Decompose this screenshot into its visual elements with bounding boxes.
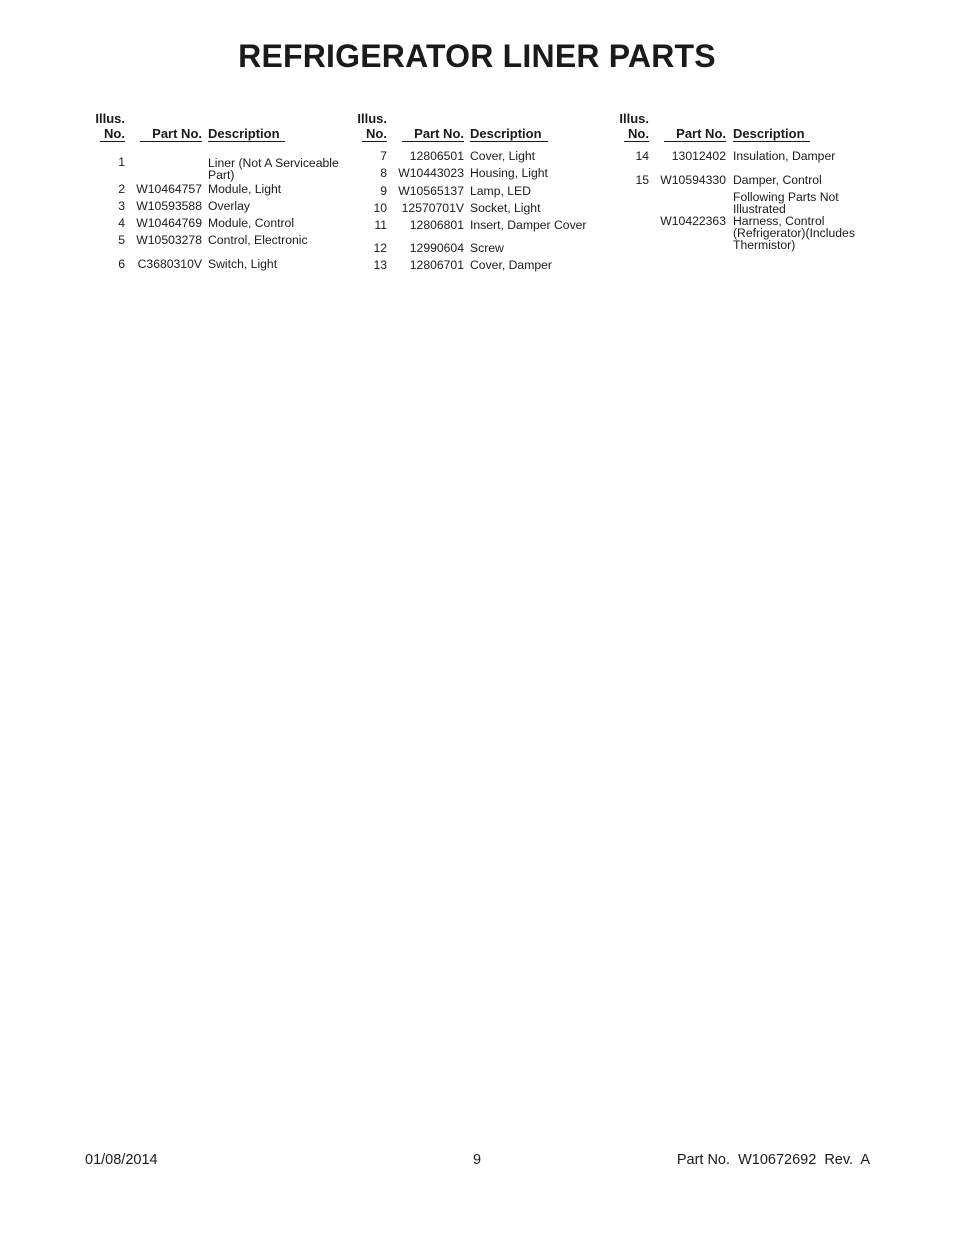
part-description: Socket, Light: [470, 201, 541, 215]
part-number: W10464769: [136, 216, 202, 230]
part-number: W10565137: [398, 184, 464, 198]
header-illus-label: Illus.: [619, 111, 649, 126]
header-illus-label: Illus.: [95, 111, 125, 126]
header-part-no: Part No.: [664, 126, 726, 142]
illus-number: 6: [118, 257, 125, 271]
part-description: Switch, Light: [208, 257, 278, 271]
part-number: 12570701V: [401, 201, 464, 215]
part-description: Housing, Light: [470, 166, 548, 180]
illus-number: 5: [118, 233, 125, 247]
header-description: Description: [733, 126, 810, 142]
part-number: 12806501: [409, 149, 464, 163]
header-part-no: Part No.: [402, 126, 464, 142]
header-description: Description: [470, 126, 548, 142]
part-number: W10503278: [136, 233, 202, 247]
part-description: Cover, Light: [470, 149, 536, 163]
page-title: REFRIGERATOR LINER PARTS: [238, 38, 716, 74]
part-description: Cover, Damper: [470, 258, 552, 272]
illus-number: 14: [635, 149, 649, 163]
footer-page-number: 9: [472, 1152, 482, 1168]
header-part-no: Part No.: [140, 126, 202, 142]
illus-number: 13: [373, 258, 387, 272]
illus-number: 4: [118, 216, 125, 230]
header-illus-no: No.: [362, 126, 387, 142]
illus-number: 11: [374, 218, 387, 232]
part-number: W10594330: [660, 173, 726, 187]
part-number: 13012402: [671, 149, 726, 163]
illus-number: 1: [118, 155, 125, 169]
part-description: Insert, Damper Cover: [470, 218, 587, 232]
part-number: 12806801: [409, 218, 464, 232]
part-number: W10593588: [136, 199, 202, 213]
section-note: Following Parts Not Illustrated: [733, 190, 839, 216]
part-description: Module, Light: [208, 182, 282, 196]
part-description: Module, Control: [208, 216, 295, 230]
part-number: C3680310V: [137, 257, 202, 271]
part-description: Insulation, Damper: [733, 149, 836, 163]
part-number: W10422363: [660, 214, 726, 228]
illus-number: 8: [380, 166, 387, 180]
illus-number: 12: [373, 241, 387, 255]
part-description: Liner (Not A Serviceable Part): [208, 156, 339, 182]
part-number: 12806701: [409, 258, 464, 272]
header-illus-label: Illus.: [357, 111, 387, 126]
part-description: Overlay: [208, 199, 250, 213]
part-description: Damper, Control: [733, 173, 822, 187]
header-illus-no: No.: [624, 126, 649, 142]
part-number: W10464757: [136, 182, 202, 196]
illus-number: 3: [118, 199, 125, 213]
footer-date: 01/08/2014: [85, 1152, 158, 1168]
illus-number: 9: [380, 184, 387, 198]
illus-number: 2: [118, 182, 125, 196]
part-description: Control, Electronic: [208, 233, 308, 247]
part-description: Screw: [470, 241, 504, 255]
header-illus-no: No.: [100, 126, 125, 142]
illus-number: 7: [380, 149, 387, 163]
header-description: Description: [208, 126, 285, 142]
part-description: Harness, Control (Refrigerator)(Includes Thermistor): [733, 214, 855, 252]
part-number: W10443023: [398, 166, 464, 180]
part-description: Lamp, LED: [470, 184, 531, 198]
footer-part-info: Part No. W10672692 Rev. A: [676, 1152, 870, 1168]
illus-number: 10: [373, 201, 387, 215]
illus-number: 15: [635, 173, 649, 187]
part-number: 12990604: [409, 241, 464, 255]
